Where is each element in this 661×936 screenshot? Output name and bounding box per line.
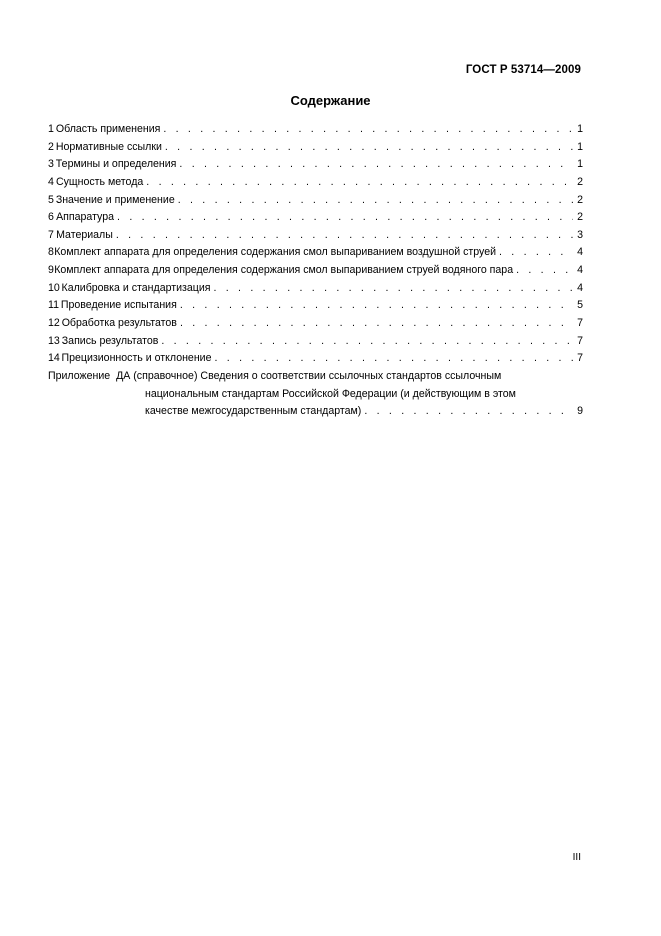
toc-appendix-item[interactable] [48,368,583,421]
toc-item-number: 12 [48,317,60,330]
appendix-prefix: Приложение [48,369,111,382]
toc-item-page: 5 [577,299,583,312]
toc-leader-dots [165,139,573,157]
toc-item[interactable] [48,174,583,192]
toc-item-number: 5 [48,193,54,206]
toc-item-label: Значение и применение [55,193,175,206]
toc-item-label: Калибровка и стандартизация [61,281,211,294]
toc-leader-dots [179,156,573,174]
toc-item-page: 2 [577,211,583,224]
toc-item-label: Обработка результатов [61,317,177,330]
toc-title: Содержание [290,93,371,108]
toc-item[interactable] [48,244,583,262]
toc-item[interactable] [48,121,583,139]
toc-leader-dots [163,121,573,139]
toc-item-page: 7 [577,317,583,330]
toc-item-number: 14 [48,352,60,365]
toc-item-label: Материалы [56,228,113,241]
toc-item-number: 7 [48,228,54,241]
toc-item-number: 10 [48,281,60,294]
toc-item-page: 4 [577,246,583,259]
toc-item-number: 9 [48,264,54,277]
table-of-contents [48,121,583,421]
toc-item-number: 11 [48,299,59,312]
appendix-title-line3: качестве межгосударственным стандартам) [145,405,362,418]
toc-item-number: 3 [48,158,54,171]
toc-item-page: 1 [577,123,583,135]
toc-item[interactable] [48,297,583,315]
toc-item-page: 2 [577,193,583,206]
toc-item-number: 8 [48,246,54,259]
toc-item[interactable] [48,156,583,174]
toc-leader-dots [116,227,573,245]
toc-item-label: Сущность метода [55,175,144,188]
appendix-title-line1: ДА (справочное) Сведения о соответствии ссылочных стандартов ссылочным [116,369,502,382]
toc-leader-dots [161,333,573,351]
toc-item-label: Комплект аппарата для определения содержания смол выпариванием струей водяного пара [54,264,514,277]
toc-item-page: 2 [577,175,583,188]
toc-item-page: 4 [577,281,583,294]
toc-item-page: 4 [577,264,583,277]
appendix-title-line2: национальным стандартам Российской Федерации (и действующим в этом [145,387,516,400]
toc-leader-dots [215,350,574,368]
toc-item[interactable] [48,209,583,227]
toc-leader-dots [180,297,573,315]
toc-item-number: 1 [48,123,54,135]
toc-item-number: 6 [48,211,54,224]
toc-item-page: 7 [577,334,583,347]
toc-item-label: Аппаратура [56,211,115,224]
toc-item[interactable] [48,350,583,368]
toc-item-label: Проведение испытания [60,299,177,312]
toc-leader-dots [213,280,573,298]
toc-leader-dots [178,192,573,210]
toc-item[interactable] [48,227,583,245]
toc-leader-dots [499,244,573,262]
toc-leader-dots [180,315,573,333]
toc-item-label: Термины и определения [55,158,177,171]
toc-item-page: 3 [577,228,583,241]
toc-item-label: Прецизионность и отклонение [61,352,212,365]
toc-item-page: 7 [577,352,583,365]
toc-leader-dots [146,174,573,192]
toc-item-page: 9 [577,405,583,418]
toc-leader-dots [364,403,573,421]
toc-item-page: 1 [577,158,583,171]
toc-item[interactable] [48,280,583,298]
standard-code: ГОСТ Р 53714—2009 [465,64,581,76]
toc-leader-dots [516,262,573,280]
toc-item-label: Область применения [55,123,161,135]
toc-item-page: 1 [577,140,583,153]
toc-item-number: 4 [48,175,54,188]
toc-item[interactable] [48,192,583,210]
page-number: III [572,852,581,863]
toc-item-number: 2 [48,140,54,153]
toc-item[interactable] [48,139,583,157]
toc-item-label: Запись результатов [61,334,159,347]
toc-item-label: Нормативные ссылки [55,140,162,153]
toc-leader-dots [117,209,573,227]
toc-item[interactable] [48,262,583,280]
toc-item-number: 13 [48,334,60,347]
toc-item[interactable] [48,315,583,333]
toc-item-label: Комплект аппарата для определения содержания смол выпариванием воздушной струей [54,246,496,259]
toc-item[interactable] [48,333,583,351]
